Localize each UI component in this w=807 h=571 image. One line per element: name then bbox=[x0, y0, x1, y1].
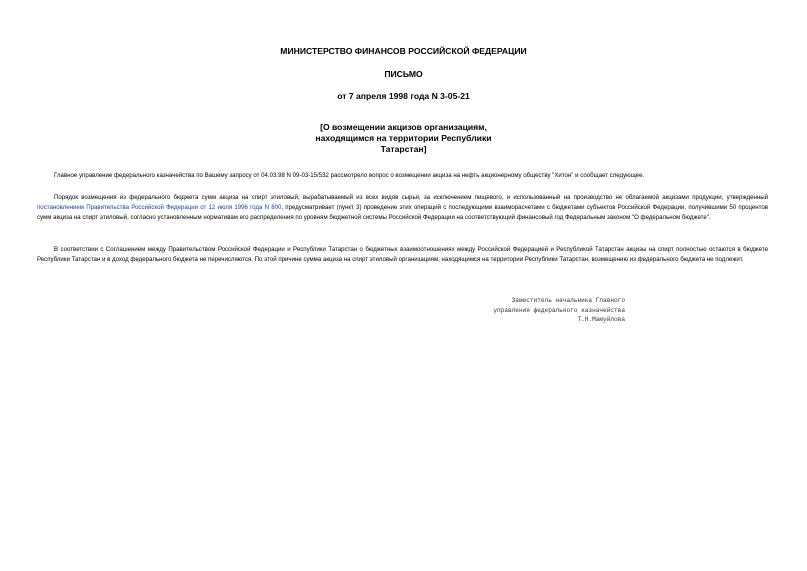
signature-block bbox=[440, 296, 625, 325]
document-subject bbox=[0, 122, 807, 155]
signer-name: Т.Н.Мамуйлова bbox=[577, 316, 625, 324]
body-paragraph-2 bbox=[37, 193, 768, 224]
paragraph-text: , предусматривает (пункт 3) проведение этих операций с последующими взаиморасчетами с бюджетами субъектов Российской Федерации, получившими 50 процентов сумм акциза на спирт этиловый, согласно установленным нормативам его распределения по уровням бюджетной системы Российской Федерации на соответствующий финансовый год Федеральным законом "О федеральном бюджете". bbox=[37, 204, 768, 222]
document-type-heading: ПИСЬМО bbox=[384, 69, 423, 79]
subject-line: Татарстан] bbox=[380, 144, 427, 154]
signer-position-line-2: управления федерального казначейства bbox=[493, 306, 625, 314]
ministry-heading: МИНИСТЕРСТВО ФИНАНСОВ РОССИЙСКОЙ ФЕДЕРАЦИИ bbox=[280, 46, 527, 56]
body-paragraph-3: В соответствии с Соглашением между Правительством Российской Федерации и Республики Татарстан о бюджетных взаимоотношениях между Российской Федерацией и Республикой Татарстан акцизы на спирт полностью остаются в бюджете Республики Татарстан и в доход федерального бюджета не перечисляются. По этой причине сумма акциза на спирт этиловый организациям, находящимся на территории Республики Татарстан, возмещению из федерального бюджета не подлежит. bbox=[37, 246, 768, 264]
subject-line: [О возмещении акцизов организациям, bbox=[320, 122, 487, 132]
body-paragraph-1: Главное управление федерального казначейства по Вашему запросу от 04.03.98 N 09-03-15/532 рассмотрело вопрос о возмещении акциза на нефть акционерному обществу "Хитон" и сообщает следующее. bbox=[54, 172, 645, 179]
document-date-number: от 7 апреля 1998 года N 3-05-21 bbox=[337, 91, 470, 101]
regulation-link[interactable]: постановлением Правительства Российской Федерации от 12 июля 1996 года N 800 bbox=[37, 204, 282, 212]
subject-line: находящимся на территории Республики bbox=[315, 133, 492, 143]
paragraph-text: Порядок возмещения из федерального бюджета сумм акциза на спирт этиловый, вырабатываемый из всех видов сырья, за исключением пищевого, и использованный на производство не облагаемой акцизами продукции, утвержденный bbox=[54, 194, 768, 201]
signer-position-line-1: Заместитель начальника Главного bbox=[511, 297, 625, 304]
